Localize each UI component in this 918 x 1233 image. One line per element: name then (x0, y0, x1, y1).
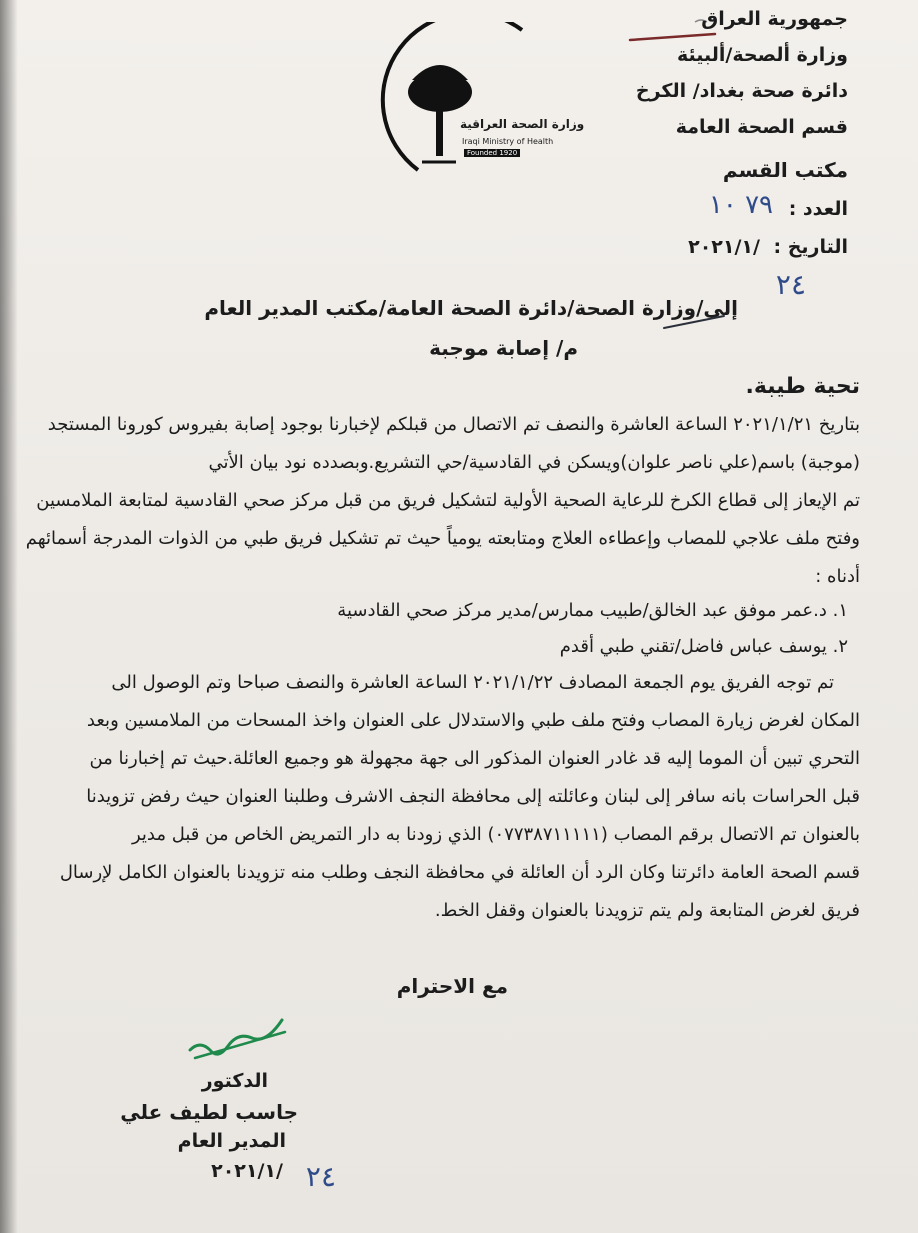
header-directorate: دائرة صحة بغداد/ الكرخ (635, 80, 848, 102)
logo-name-en: Iraqi Ministry of Health (462, 137, 554, 146)
closing: مع الاحترام (396, 974, 508, 998)
body-line: بالعنوان تم الاتصال برقم المصاب (٠٧٧٣٨٧١١١١١) الذي زودنا به دار التمريض الخاص من قبل مدير (131, 824, 860, 845)
signature-position: المدير العام (177, 1130, 286, 1152)
date-value: /٢٠٢١/١ (688, 236, 760, 258)
signature-date: /٢٠٢١/١ (211, 1160, 283, 1182)
number-label: العدد : (788, 198, 848, 220)
body-line: المكان لغرض زيارة المصاب وفتح ملف طبي والاستدلال على العنوان واخذ المسحات من الملامسين وبعد (86, 710, 860, 731)
body-line: وفتح ملف علاجي للمصاب وإعطاءه العلاج ومتابعته يومياً حيث تم تشكيل فريق طبي من الذوات المدرجة أسمائهم (25, 528, 860, 549)
pen-underline (660, 312, 730, 332)
body-line: قسم الصحة العامة دائرتنا وكان الرد أن العائلة في محافظة النجف وطلب منه تزويدنا بالعنوان الكامل لإرسال (59, 862, 860, 883)
body-line: قبل الحراسات بانه سافر إلى لبنان وعائلته إلى محافظة النجف الاشرف وطلبنا العنوان حيث رفض تزويدنا (86, 786, 860, 807)
signature-title: الدكتور (201, 1070, 268, 1092)
body-line: تم توجه الفريق يوم الجمعة المصادف ٢٠٢١/١/٢٢ الساعة العاشرة والنصف صباحا وتم الوصول الى (111, 672, 834, 693)
body-line: أدناه : (815, 566, 860, 587)
header-ministry: وزارة ألصحة/ألبيئة (677, 44, 848, 66)
ministry-logo (372, 22, 585, 182)
body-line: بتاريخ ٢٠٢١/١/٢١ الساعة العاشرة والنصف تم الاتصال من قبلكم لإخبارنا بوجود إصابة بفيروس كورونا المستجد (47, 414, 860, 435)
signature-date-handwritten: ٢٤ (305, 1160, 336, 1193)
logo-founded: Founded 1920 (464, 149, 520, 157)
logo-name-ar: وزارة الصحة العراقية (460, 117, 585, 131)
list-item: ٢. يوسف عباس فاضل/تقني طبي أقدم (559, 636, 848, 657)
header-department: قسم الصحة العامة (675, 116, 848, 138)
header-republic: جمهورية العراق (701, 8, 848, 30)
body-line: فريق لغرض المتابعة ولم يتم تزويدنا بالعنوان وقفل الخط. (434, 900, 860, 921)
header-office: مكتب القسم (722, 158, 848, 182)
signature-name: جاسب لطيف علي (120, 1100, 298, 1124)
date-handwritten: ٢٤ (775, 268, 806, 301)
signature-scribble (180, 1010, 300, 1065)
date-label: التاريخ : (773, 236, 848, 258)
list-item: ١. د.عمر موفق عبد الخالق/طبيب ممارس/مدير مركز صحي القادسية (337, 600, 848, 621)
number-value: ٧٩ ١٠ (708, 190, 773, 220)
body-line: (موجبة) باسم(علي ناصر علوان)ويسكن في القادسية/حي التشريع.وبصدده نود بيان الأتي (208, 452, 860, 473)
body-line: التحري تبين أن الموما إليه قد غادر العنوان المذكور الى جهة مجهولة هو وجميع العائلة.حيث تم إخبارنا من (89, 748, 860, 769)
greeting: تحية طيبة. (745, 374, 860, 399)
subject-line: م/ إصابة موجبة (429, 336, 578, 360)
addressee-to: إلى/وزارة الصحة/دائرة الصحة العامة/مكتب المدير العام (204, 296, 738, 320)
body-line: تم الإيعاز إلى قطاع الكرخ للرعاية الصحية الأولية لتشكيل فريق من قبل مركز صحي القادسية لمتابعة الملامسين (36, 490, 860, 511)
